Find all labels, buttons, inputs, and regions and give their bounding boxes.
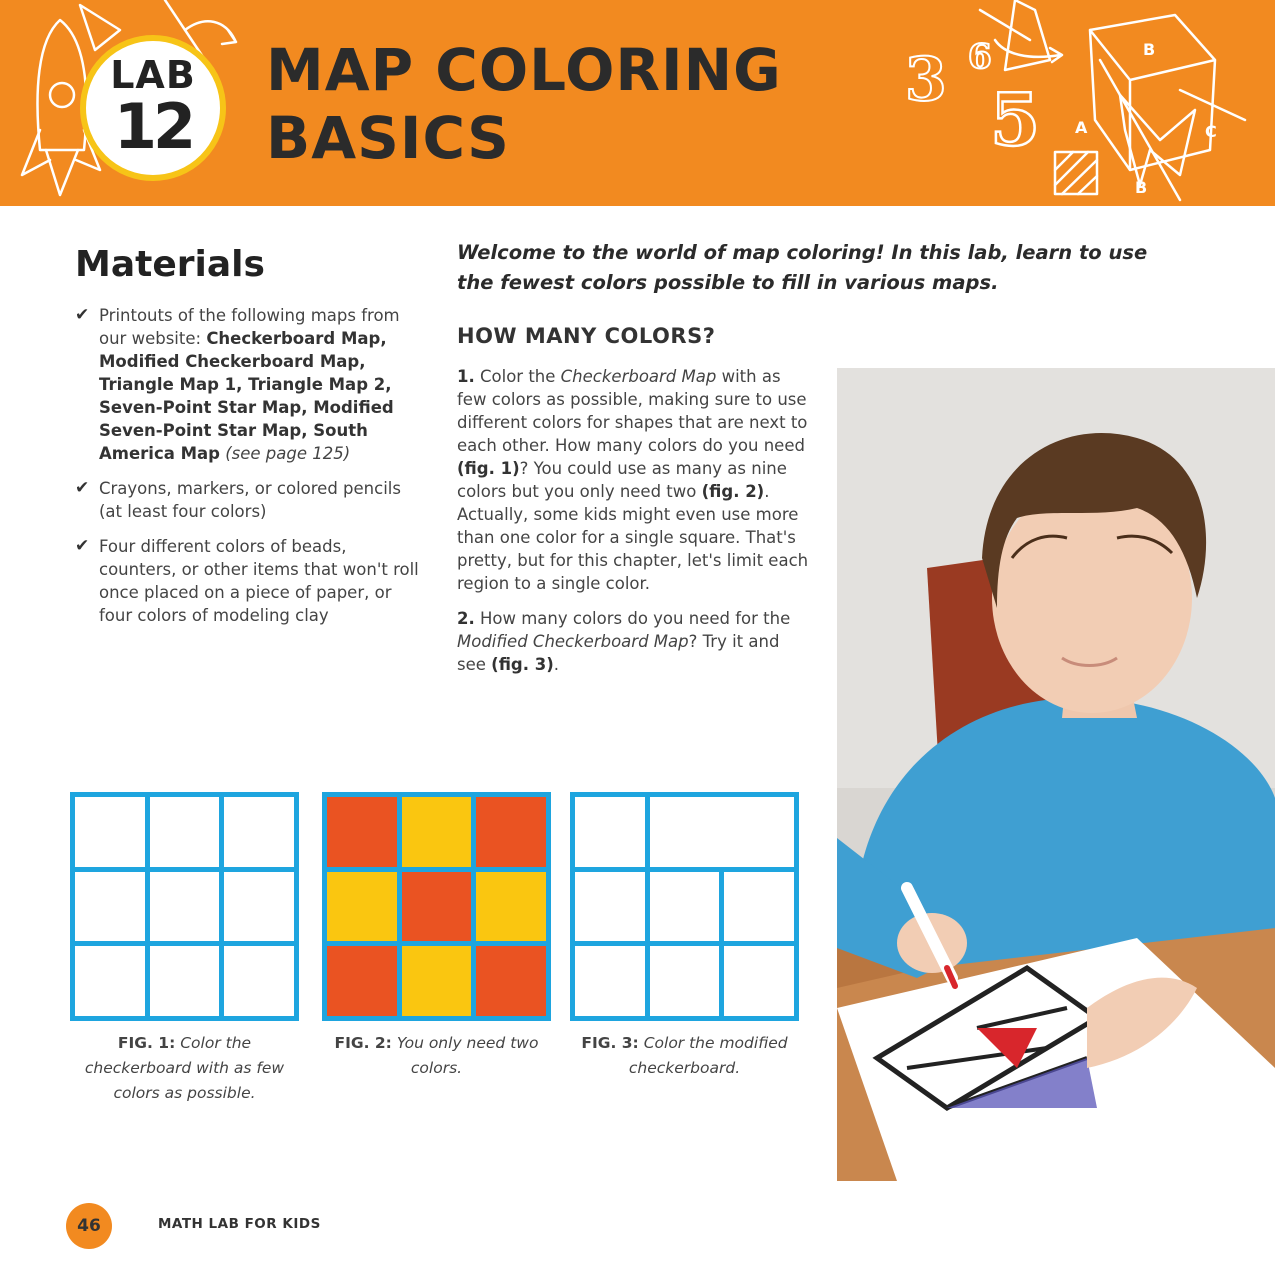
fig-ref: (fig. 1) — [457, 459, 520, 478]
map-region-yellow — [402, 797, 472, 867]
figure-1 — [70, 792, 299, 1106]
steps — [457, 365, 809, 688]
doodle-letter: A — [1075, 118, 1088, 137]
map-region — [150, 872, 220, 942]
page-title — [266, 36, 782, 172]
map-region — [224, 872, 294, 942]
header-banner — [0, 0, 1275, 206]
photo-illustration — [837, 368, 1275, 1181]
map-region-yellow — [327, 872, 397, 942]
materials-list — [75, 304, 425, 627]
figure-3 — [570, 792, 799, 1081]
figure-caption — [70, 1031, 299, 1106]
title-line-1: MAP COLORING — [266, 36, 782, 104]
figure-2 — [322, 792, 551, 1081]
doodle-letter: C — [1205, 122, 1217, 141]
lab-badge — [80, 35, 226, 181]
map-region-yellow — [402, 946, 472, 1016]
step-number: 2. — [457, 609, 475, 628]
map-region — [150, 946, 220, 1016]
map-region — [724, 946, 794, 1016]
step-number: 1. — [457, 367, 475, 386]
rocket-flame-doodle — [46, 150, 78, 195]
figure-label: FIG. 1: — [117, 1034, 176, 1052]
two-color-checkerboard-map — [322, 792, 551, 1021]
map-region-red — [402, 872, 472, 942]
lab-badge-word: LAB — [110, 53, 196, 97]
map-region — [150, 797, 220, 867]
figure-caption-text: You only need two colors. — [396, 1034, 539, 1077]
checkmark-icon: ✔ — [75, 478, 90, 498]
step-text: . — [553, 655, 560, 674]
cube-doodle — [1090, 15, 1215, 170]
map-region — [650, 872, 720, 942]
step-2 — [457, 607, 809, 676]
fig-ref: (fig. 3) — [491, 655, 554, 674]
map-region-red — [476, 797, 546, 867]
lab-badge-number: 12 — [113, 90, 193, 163]
map-name: Modified Checkerboard Map — [457, 632, 689, 651]
map-region — [75, 946, 145, 1016]
list-item — [75, 304, 425, 465]
title-line-2: BASICS — [266, 104, 510, 172]
checkerboard-map — [70, 792, 299, 1021]
map-region — [575, 872, 645, 942]
doodle-number: 3 — [905, 45, 947, 115]
map-region — [75, 872, 145, 942]
figure-label: FIG. 3: — [581, 1034, 639, 1052]
map-region-yellow — [476, 872, 546, 942]
materials-heading: Materials — [75, 244, 265, 285]
doodle-number: 6 — [968, 37, 992, 77]
map-region — [650, 946, 720, 1016]
item-text: Crayons, markers, or colored pencils (at least four colors) — [99, 479, 401, 521]
materials-section — [75, 240, 425, 639]
step-text: Color the — [474, 367, 561, 386]
boy-coloring-photo — [837, 368, 1275, 1181]
figure-caption — [322, 1031, 551, 1081]
step-text: . Actually, some kids might even use more than one color for a single square. That's pretty, but for this chapter, let's limit each region to a single color. — [457, 482, 809, 593]
arc-arrow-doodle — [995, 40, 1062, 62]
figure-caption — [570, 1031, 799, 1081]
hatched-square-doodle — [1055, 152, 1097, 194]
map-region — [224, 946, 294, 1016]
fig-ref: (fig. 2) — [701, 482, 765, 501]
figure-caption-text: Color the modified checkerboard. — [628, 1034, 788, 1077]
figure-label: FIG. 2: — [334, 1034, 392, 1052]
map-region-wide — [650, 797, 794, 867]
intro-text: Welcome to the world of map coloring! In this lab, learn to use the fewest colors possible to fill in various maps. — [457, 241, 1148, 294]
modified-checkerboard-map — [570, 792, 799, 1021]
checkmark-icon: ✔ — [75, 305, 90, 325]
step-text: How many colors do you need for the — [474, 609, 791, 628]
doodle-letter: B — [1135, 178, 1148, 197]
doodle-number: 5 — [990, 77, 1041, 162]
step-text: ? You could use as many as nine colors but you only need two — [457, 459, 787, 501]
map-region — [575, 946, 645, 1016]
map-region-red — [327, 946, 397, 1016]
page-number: 46 — [66, 1203, 112, 1249]
rocket-window-doodle — [50, 83, 74, 107]
item-text: Printouts of the following maps from our website: — [99, 306, 400, 348]
checkmark-icon: ✔ — [75, 536, 90, 556]
item-text: Four different colors of beads, counters, or other items that won't roll once placed on a piece of paper, or four colors of modeling clay — [99, 537, 419, 625]
figure-caption-text: Color the checkerboard with as few colors as possible. — [84, 1034, 285, 1102]
map-name: Checkerboard Map — [560, 367, 717, 386]
map-region-red — [476, 946, 546, 1016]
running-footer-title: MATH LAB FOR KIDS — [158, 1216, 321, 1232]
step-text: with as few colors as possible, making sure to use different colors for shapes that are next to each other. How many colors do you need — [457, 367, 808, 455]
list-item — [75, 535, 425, 627]
map-region — [224, 797, 294, 867]
step-1 — [457, 365, 809, 595]
item-bold-text: Checkerboard Map, Modified Checkerboard Map, Triangle Map 1, Triangle Map 2, Seven-Point Star Map, Modified Seven-Point Star Map, South America Map — [99, 329, 394, 463]
map-region — [724, 872, 794, 942]
section-heading: HOW MANY COLORS? — [457, 324, 716, 348]
item-page-ref: (see page 125) — [219, 444, 351, 463]
map-region — [575, 797, 645, 867]
map-region-red — [327, 797, 397, 867]
map-region — [75, 797, 145, 867]
step-text: ? Try it and see — [457, 632, 780, 674]
rocket-doodle — [37, 20, 86, 150]
doodle-letter: B — [1143, 40, 1156, 59]
list-item — [75, 477, 425, 523]
